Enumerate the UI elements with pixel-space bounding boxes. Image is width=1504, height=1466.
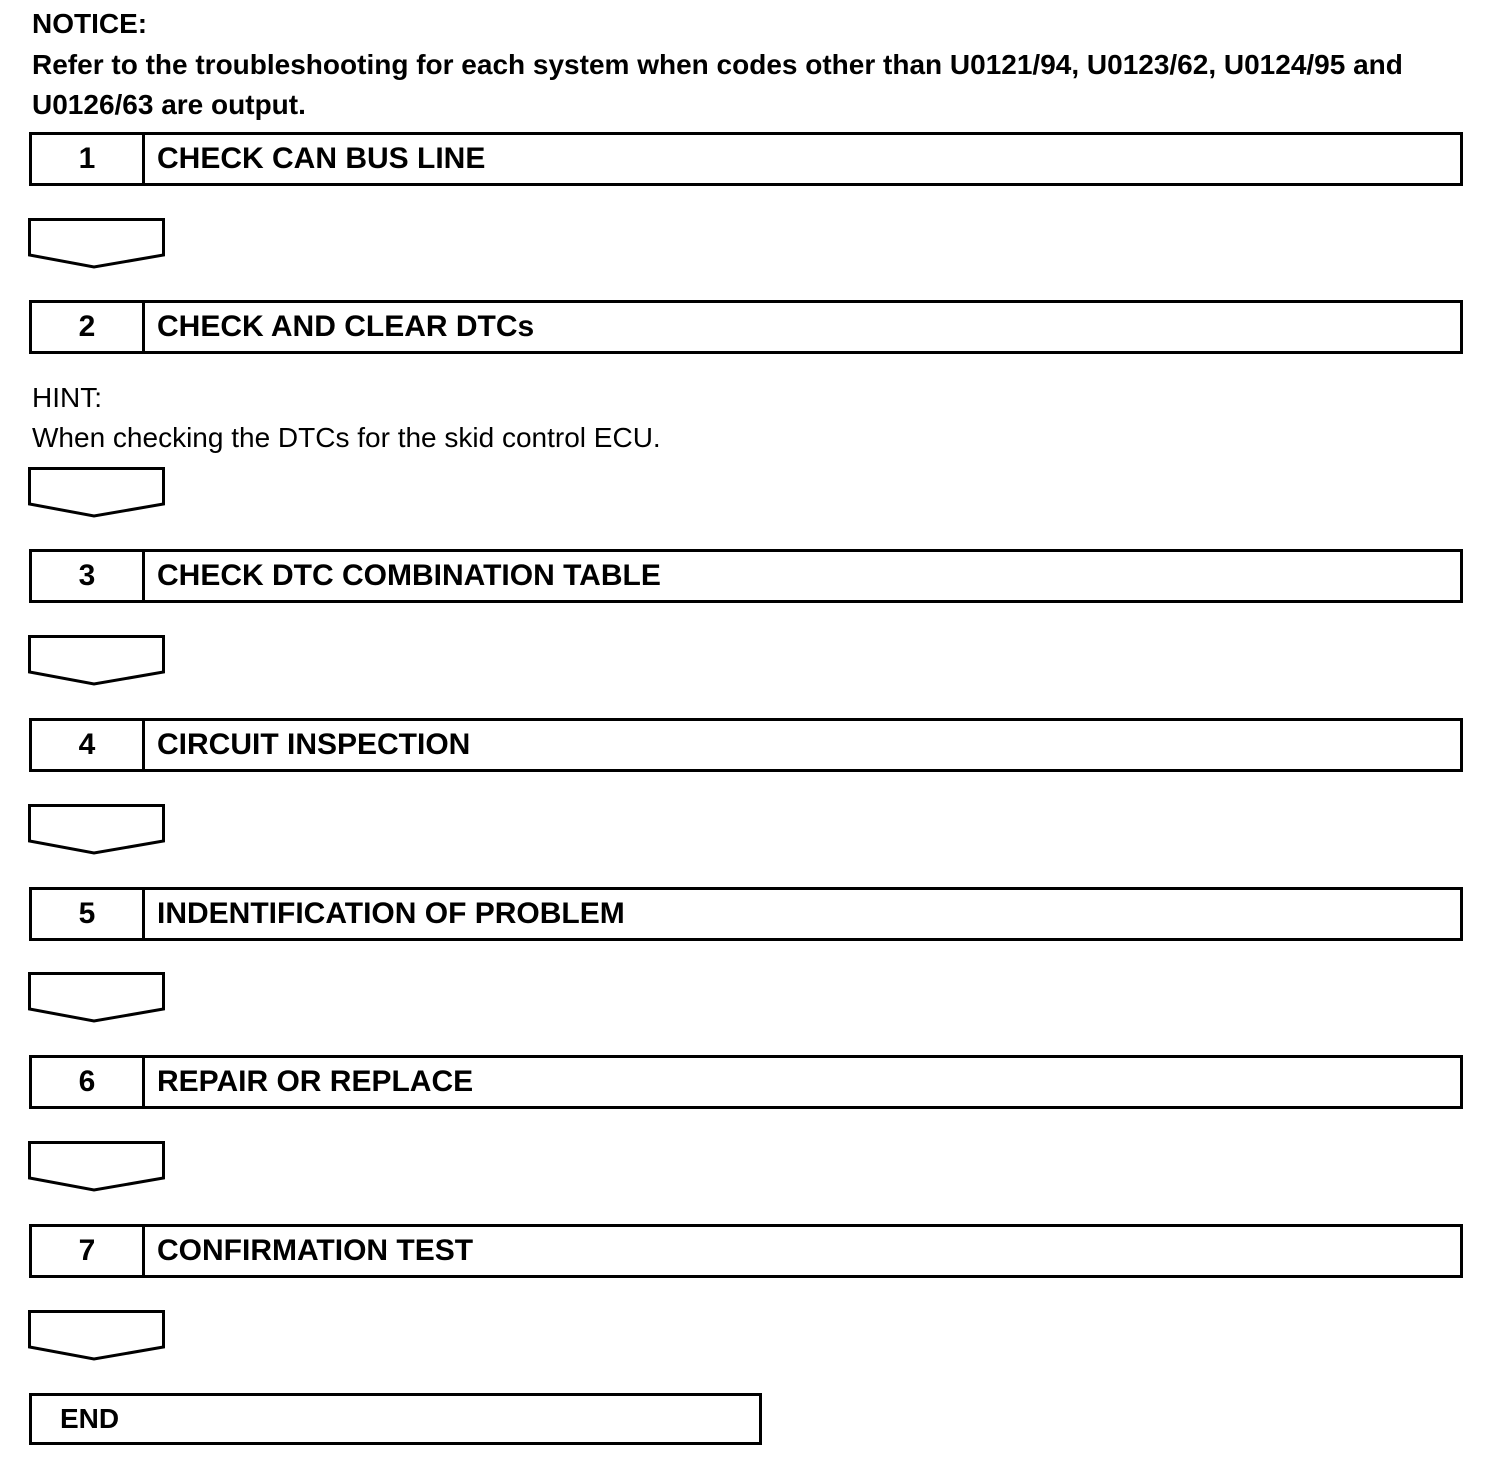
step-title: CHECK CAN BUS LINE	[157, 142, 486, 175]
flow-arrow-icon	[28, 804, 165, 856]
step-title: CHECK DTC COMBINATION TABLE	[157, 559, 661, 592]
flow-arrow-icon	[28, 1310, 165, 1362]
step-2	[29, 300, 1463, 354]
step-7	[29, 1224, 1463, 1278]
step-number: 3	[32, 552, 145, 600]
step-5	[29, 887, 1463, 941]
flow-arrow-icon	[28, 635, 165, 687]
step-4	[29, 718, 1463, 772]
step-3	[29, 549, 1463, 603]
end-label: END	[60, 1403, 120, 1434]
notice-title: NOTICE:	[32, 8, 148, 39]
step-6	[29, 1055, 1463, 1109]
step-number: 4	[32, 721, 145, 769]
notice-text: Refer to the troubleshooting for each system when codes other than U0121/94, U0123/62, U0124/95 and U0126/63 are output.	[32, 49, 1403, 120]
flow-arrow-icon	[28, 218, 165, 270]
flow-arrow-icon	[28, 972, 165, 1024]
step-number: 5	[32, 890, 145, 938]
flow-arrow-icon	[28, 467, 165, 519]
step-title: CONFIRMATION TEST	[157, 1234, 474, 1267]
step-number: 1	[32, 135, 145, 183]
step-number: 7	[32, 1227, 145, 1275]
hint-text: When checking the DTCs for the skid control ECU.	[32, 422, 661, 453]
step-1	[29, 132, 1463, 186]
step-title: REPAIR OR REPLACE	[157, 1065, 474, 1098]
flow-arrow-icon	[28, 1141, 165, 1193]
step-number: 2	[32, 303, 145, 351]
end-box	[29, 1393, 762, 1445]
step-title: CHECK AND CLEAR DTCs	[157, 310, 535, 343]
hint-title: HINT:	[32, 382, 102, 413]
step-title: INDENTIFICATION OF PROBLEM	[157, 897, 625, 930]
step-title: CIRCUIT INSPECTION	[157, 728, 471, 761]
step-number: 6	[32, 1058, 145, 1106]
